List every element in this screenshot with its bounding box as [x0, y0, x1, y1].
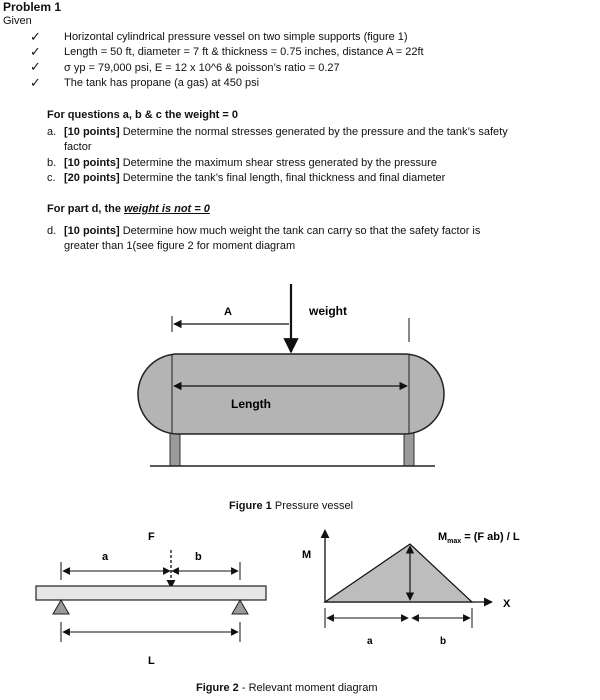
question-a-text-cont: factor — [64, 141, 92, 153]
question-a-text: Determine the normal stresses generated by the pressure and the tank’s safety — [122, 126, 508, 138]
support-right — [232, 600, 248, 614]
question-a — [64, 126, 508, 138]
question-c-text: Determine the tank’s final length, final thickness and final diameter — [122, 172, 446, 184]
tank-body — [138, 354, 444, 434]
check-icon: ✓ — [30, 59, 41, 74]
support-left — [53, 600, 69, 614]
figure-1-diagram — [0, 270, 600, 520]
question-c-points: [20 points] — [64, 172, 120, 184]
figure-1-caption-label: Figure 1 — [229, 500, 272, 512]
problem-title: Problem 1 — [3, 0, 62, 14]
check-icon: ✓ — [30, 29, 41, 44]
question-a-points: [10 points] — [64, 126, 120, 138]
label-a2: a — [367, 636, 373, 647]
question-b-text: Determine the maximum shear stress generated by the pressure — [122, 157, 437, 169]
figure-2-beam-diagram — [0, 520, 600, 700]
figure-2-caption-label: Figure 2 — [196, 682, 239, 694]
question-d-letter: d. — [47, 225, 57, 237]
given-heading: Given — [3, 15, 32, 27]
beam — [36, 586, 266, 600]
label-X: X — [503, 598, 511, 610]
label-F: F — [148, 531, 155, 543]
question-d — [64, 225, 480, 237]
label-length: Length — [231, 397, 271, 411]
label-weight: weight — [309, 304, 347, 318]
part-d-intro — [47, 203, 210, 215]
given-item-3: σ yp = 79,000 psi, E = 12 x 10^6 & poisson’s ratio = 0.27 — [64, 62, 340, 74]
question-c-letter: c. — [47, 172, 56, 184]
label-b: b — [195, 551, 202, 563]
moment-max-symbol: M — [438, 531, 448, 543]
question-d-points: [10 points] — [64, 225, 120, 237]
figure-1-caption-text: Pressure vessel — [271, 500, 354, 512]
label-M: M — [302, 549, 312, 561]
figure-2-caption — [196, 682, 378, 694]
part-d-intro-prefix: For part d, the — [47, 203, 124, 215]
tank-leg-right — [404, 430, 414, 466]
label-a: a — [102, 551, 109, 563]
moment-max-sub: max — [447, 538, 462, 545]
moment-max-eq: = (F ab) / L — [461, 531, 520, 543]
question-d-text-cont: greater than 1(see figure 2 for moment diagram — [64, 240, 296, 252]
check-icon: ✓ — [30, 44, 41, 59]
check-icon: ✓ — [30, 75, 41, 90]
question-b-letter: b. — [47, 157, 57, 169]
moment-max-label — [438, 531, 520, 545]
tank-leg-left — [170, 430, 180, 466]
label-L: L — [148, 655, 155, 667]
label-A: A — [224, 306, 232, 318]
question-c — [64, 172, 445, 184]
given-item-4: The tank has propane (a gas) at 450 psi — [64, 77, 260, 89]
question-b-points: [10 points] — [64, 157, 120, 169]
figure-2-caption-text: - Relevant moment diagram — [238, 682, 378, 694]
moment-triangle — [325, 544, 472, 602]
label-b2: b — [440, 636, 447, 647]
question-b — [64, 157, 437, 169]
question-a-letter: a. — [47, 126, 57, 138]
given-item-2: Length = 50 ft, diameter = 7 ft & thickness = 0.75 inches, distance A = 22ft — [64, 46, 424, 58]
question-d-text: Determine how much weight the tank can carry so that the safety factor is — [122, 225, 481, 237]
given-item-1: Horizontal cylindrical pressure vessel on two simple supports (figure 1) — [64, 31, 408, 43]
questions-intro: For questions a, b & c the weight = 0 — [47, 109, 239, 121]
part-d-intro-emph: weight is not = 0 — [124, 203, 210, 215]
figure-1-caption — [229, 500, 353, 512]
